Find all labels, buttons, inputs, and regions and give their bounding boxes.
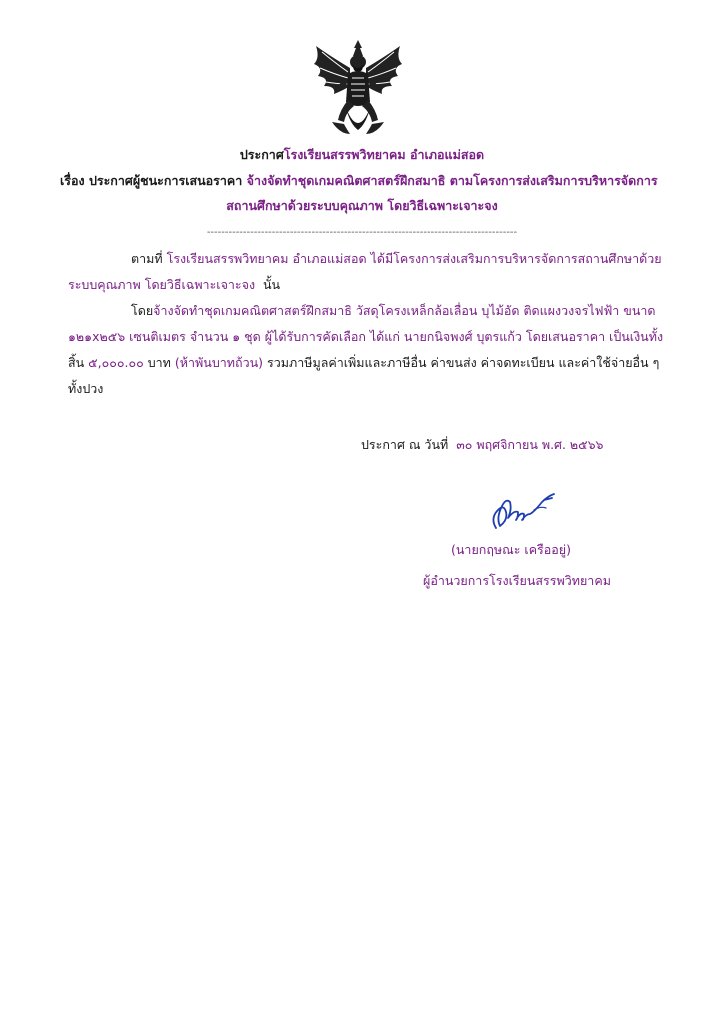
subject-text-1: จ้างจัดทำชุดเกมคณิตศาสตร์ฝึกสมาธิ ตามโครงการส่งเสริมการบริหารจัดการ xyxy=(246,173,658,188)
announcement-date-line xyxy=(361,436,604,454)
announcement-title xyxy=(0,146,724,164)
paragraph-1-line-2 xyxy=(68,276,280,294)
garuda-emblem-icon xyxy=(310,38,406,142)
paragraph-2-line-3 xyxy=(68,354,659,372)
handwritten-signature xyxy=(482,488,562,534)
p2-text-b: ๑๒๑x๒๕๖ เซนติเมตร จำนวน ๑ ชุด ผู้ได้รับการคัดเลือก ได้แก่ นายกนิจพงศ์ บุตรแก้ว โดยเสนอราคา เป็นเงินทั้ง xyxy=(68,329,664,344)
title-school: โรงเรียนสรรพวิทยาคม อำเภอแม่สอด xyxy=(283,147,485,162)
p2-text-d: ทั้งปวง xyxy=(68,381,104,396)
p1-text-a: โรงเรียนสรรพวิทยาคม อำเภอแม่สอด ได้มีโครงการส่งเสริมการบริหารจัดการสถานศึกษาด้วย xyxy=(166,251,662,266)
p2-text-c3: รวมภาษีมูลค่าเพิ่มและภาษีอื่น ค่าขนส่ง ค่าจดทะเบียน และค่าใช้จ่ายอื่น ๆ xyxy=(267,355,660,370)
p1-suffix: นั้น xyxy=(263,277,281,292)
title-prefix: ประกาศ xyxy=(239,147,284,162)
announcement-subject xyxy=(60,172,658,190)
subject-label: เรื่อง ประกาศผู้ชนะการเสนอราคา xyxy=(60,173,243,188)
p1-text-b: ระบบคุณภาพ โดยวิธีเฉพาะเจาะจง xyxy=(68,277,256,292)
announce-date: ๓๐ พฤศจิกายน พ.ศ. ๒๕๖๖ xyxy=(456,437,604,452)
subject-text-2: สถานศึกษาด้วยระบบคุณภาพ โดยวิธีเฉพาะเจาะจง xyxy=(226,198,498,213)
p2-amount: ๕,๐๐๐.๐๐ xyxy=(88,355,144,370)
divider: -------------------------------------------------------------------------------------- xyxy=(206,227,518,238)
paragraph-2-line-1 xyxy=(131,302,656,320)
p2-text-a: จ้างจัดทำชุดเกมคณิตศาสตร์ฝึกสมาธิ วัสดุโครงเหล็กล้อเลื่อน บุไม้อัด ติดแผงวงจรไฟฟ้า ขนาด xyxy=(153,303,656,318)
p2-amount-words: (ห้าพันบาทถ้วน) xyxy=(174,355,264,370)
signer-name: (นายกฤษณะ เครืออยู่) xyxy=(451,542,571,557)
p2-text-c1: สิ้น xyxy=(68,355,85,370)
signer-position: ผู้อำนวยการโรงเรียนสรรพวิทยาคม xyxy=(423,573,611,588)
p2-prefix: โดย xyxy=(131,303,154,318)
p2-text-c2: บาท xyxy=(147,355,171,370)
announce-prefix: ประกาศ ณ วันที่ xyxy=(361,437,449,452)
paragraph-1-line-1 xyxy=(131,250,662,268)
p1-prefix: ตามที่ xyxy=(131,251,163,266)
